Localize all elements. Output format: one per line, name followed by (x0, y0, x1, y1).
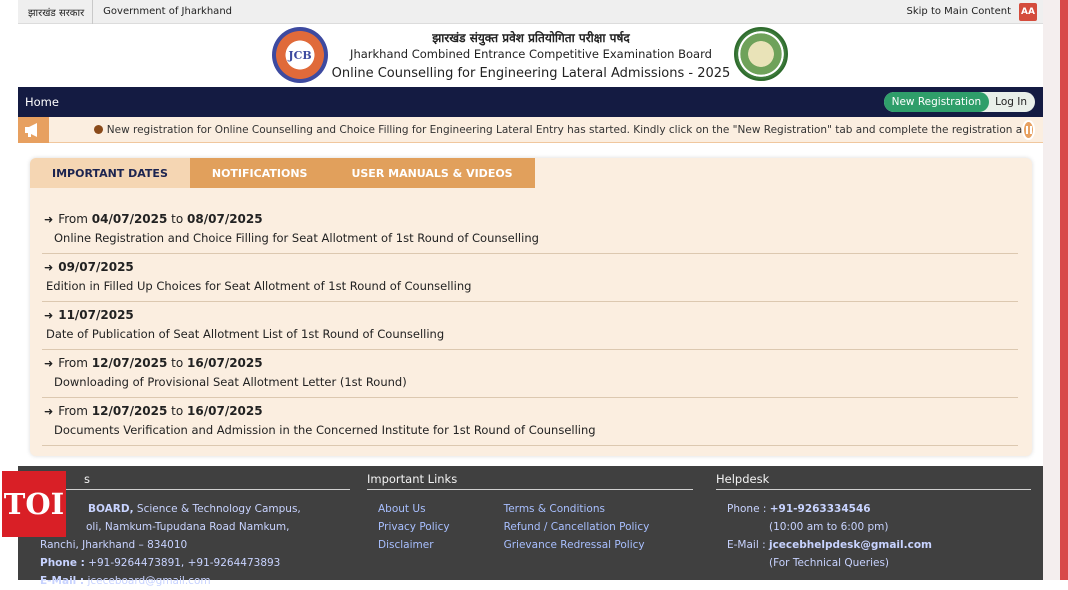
date-description: Online Registration and Choice Filling for Seat Allotment of 1st Round of Counselling (54, 231, 539, 245)
tab-user-manuals[interactable]: USER MANUALS & VIDEOS (329, 158, 534, 188)
footer-link[interactable]: Disclaimer (378, 539, 434, 551)
important-dates-list (42, 206, 1018, 446)
arrow-right-icon: ➜ (44, 261, 54, 274)
ticker-text: New registration for Online Counselling and Choice Filling for Engineering Lateral Entry has started. Kindly click on the "New Registration" tab and complete the registration a (49, 124, 1022, 136)
footer-link[interactable]: Refund / Cancellation Policy (503, 521, 650, 533)
page-subtitle: Online Counselling for Engineering Lateral Admissions - 2025 (331, 66, 731, 81)
top-strip (18, 0, 1043, 24)
info-tabs (30, 158, 1032, 188)
new-registration-button[interactable]: New Registration (884, 92, 990, 112)
tab-important-dates[interactable]: IMPORTANT DATES (30, 158, 190, 188)
date-description: Documents Verification and Admission in the Concerned Institute for 1st Round of Counselling (54, 423, 596, 437)
login-button[interactable]: Log In (995, 96, 1027, 108)
footer-link[interactable]: About Us (378, 503, 426, 515)
page (18, 0, 1043, 587)
list-item: ➜ 11/07/2025 Date of Publication of Seat Allotment List of 1st Round of Counselling (42, 302, 1018, 350)
footer-address: s BOARD, Science & Technology Campus, oli, Namkum-Tupudana Road Namkum, Ranchi, Jharkhand – 834010 Phone : +91-9264473891, +91-9264473893 E-Mail : jceceboard@gmail.com (40, 472, 350, 590)
list-item: ➜ From 12/07/2025 to 16/07/2025 Downloading of Provisional Seat Allotment Letter (1st Round) (42, 350, 1018, 398)
jceceb-logo: JCB (272, 27, 328, 83)
tab-notifications[interactable]: NOTIFICATIONS (190, 158, 330, 188)
arrow-right-icon: ➜ (44, 405, 54, 418)
info-card (30, 158, 1032, 456)
date-description: Date of Publication of Seat Allotment List of 1st Round of Counselling (46, 327, 445, 341)
footer-link[interactable]: Grievance Redressal Policy (503, 539, 645, 551)
footer-link[interactable]: Privacy Policy (378, 521, 450, 533)
skip-to-main-link[interactable]: Skip to Main Content (906, 6, 1011, 17)
site-footer (18, 466, 1043, 587)
right-background-edge (1043, 0, 1068, 580)
nav-home[interactable]: Home (25, 95, 59, 109)
megaphone-icon (18, 117, 49, 143)
font-size-button[interactable]: AA (1019, 3, 1037, 21)
arrow-right-icon: ➜ (44, 213, 54, 226)
bullet-icon (94, 125, 103, 134)
list-item: ➜ 09/07/2025 Edition in Filled Up Choices for Seat Allotment of 1st Round of Counselling (42, 254, 1018, 302)
list-item: ➜ From 12/07/2025 to 16/07/2025 Documents Verification and Admission in the Concerned Institute for 1st Round of Counselling (42, 398, 1018, 446)
footer-address-heading: s (40, 472, 350, 490)
footer-helpdesk-heading: Helpdesk (716, 472, 1031, 490)
announcement-ticker (18, 117, 1043, 143)
pause-icon[interactable] (1022, 120, 1035, 140)
navbar (18, 87, 1043, 117)
footer-link[interactable]: Terms & Conditions (503, 503, 605, 515)
title-english: Jharkhand Combined Entrance Competitive Examination Board (350, 47, 712, 61)
gov-english-label: Government of Jharkhand (103, 6, 232, 17)
title-hindi: झारखंड संयुक्त प्रवेश प्रतियोगिता परीक्षा पर्षद (432, 31, 630, 45)
gov-hindi-label: झारखंड सरकार (18, 0, 93, 24)
footer-links (367, 472, 693, 554)
site-header (18, 24, 1043, 87)
arrow-right-icon: ➜ (44, 309, 54, 322)
jharkhand-emblem (734, 27, 788, 81)
footer-links-heading: Important Links (367, 472, 693, 490)
date-description: Edition in Filled Up Choices for Seat Allotment of 1st Round of Counselling (46, 279, 472, 293)
footer-helpdesk: Helpdesk Phone : +91-9263334546 (10:00 am to 6:00 pm) E-Mail : jcecebhelpdesk@gmail.com (For Technical Queries) (716, 472, 1031, 572)
list-item: ➜ From 04/07/2025 to 08/07/2025 Online Registration and Choice Filling for Seat Allotment of 1st Round of Counselling (42, 206, 1018, 254)
date-description: Downloading of Provisional Seat Allotment Letter (1st Round) (54, 375, 407, 389)
arrow-right-icon: ➜ (44, 357, 54, 370)
toi-watermark-logo: TOI (2, 471, 66, 537)
